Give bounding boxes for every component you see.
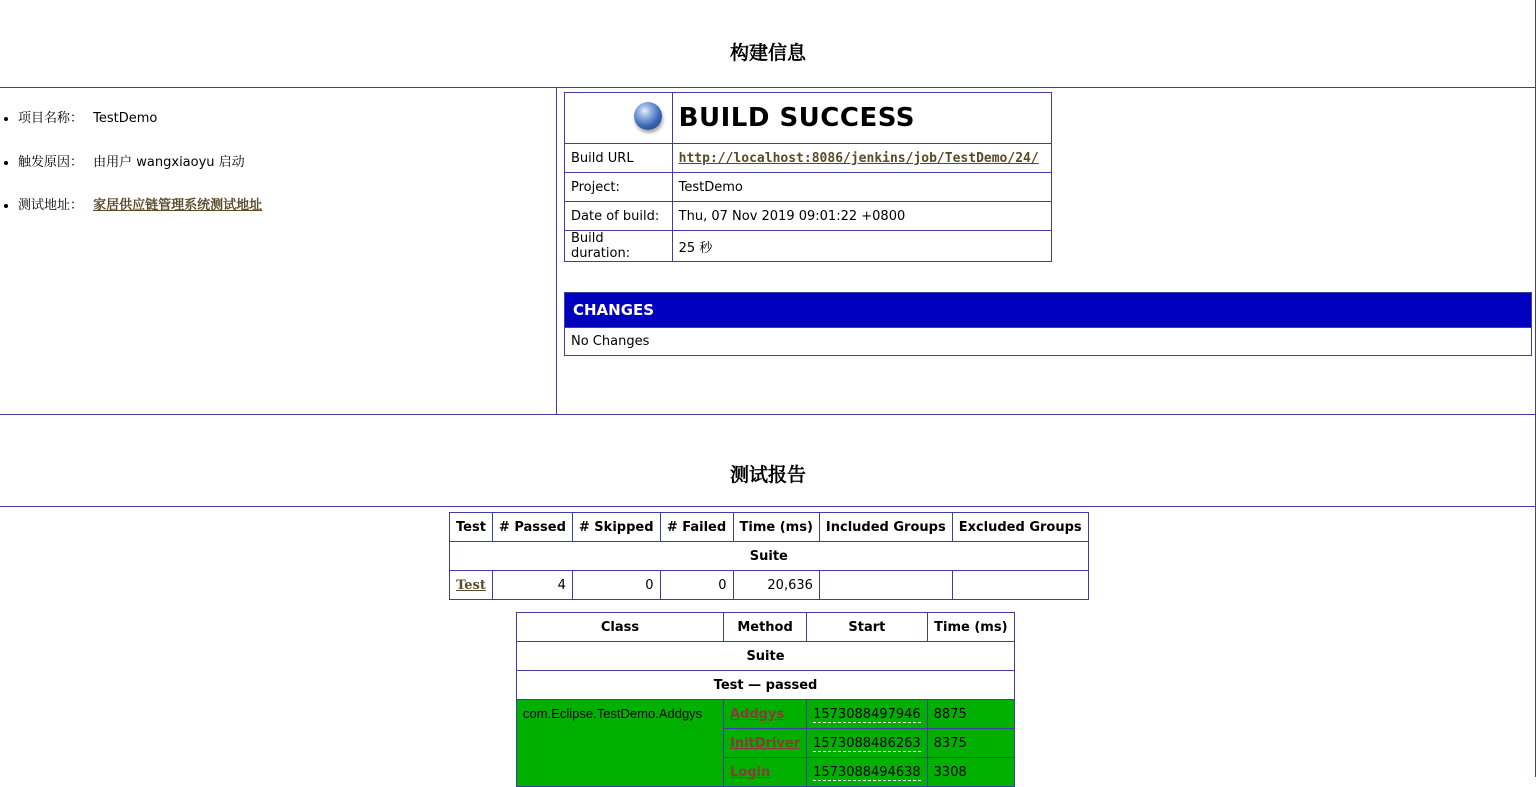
- middle-divider: [0, 414, 1536, 415]
- start-value: 1573088486263: [813, 735, 921, 751]
- col-method: Method: [724, 613, 807, 642]
- class-name-cell: com.Eclipse.TestDemo.Addgys: [517, 700, 724, 787]
- method-test-label: Test — passed: [517, 671, 1015, 700]
- blue-orb-success-icon: [634, 102, 662, 130]
- top-divider: [0, 87, 1536, 88]
- build-status-table: [564, 92, 1052, 262]
- method-detail-table: [516, 612, 1015, 787]
- col-included-groups: Included Groups: [819, 513, 952, 542]
- changes-panel: [564, 292, 1532, 356]
- excluded-groups-value: [952, 571, 1088, 600]
- build-duration-label: Build duration:: [565, 231, 673, 262]
- build-date-label: Date of build:: [565, 202, 673, 231]
- test-summary-header: [450, 513, 1089, 542]
- col-skipped: # Skipped: [572, 513, 660, 542]
- build-url-row: [565, 144, 1052, 173]
- test-report-title: 测试报告: [729, 464, 806, 486]
- project-name-label: 项目名称：: [18, 111, 84, 126]
- build-duration-row: [565, 231, 1052, 262]
- method-link-addgys[interactable]: Addgys: [730, 706, 785, 722]
- trigger-cause-label: 触发原因：: [18, 154, 84, 170]
- status-icon-cell: [565, 93, 673, 144]
- project-row: [565, 173, 1052, 202]
- changes-header: CHANGES: [565, 293, 1531, 327]
- col-time: Time (ms): [733, 513, 819, 542]
- test-name-cell: [450, 571, 493, 600]
- method-suite-row: [517, 642, 1015, 671]
- test-address-label: 测试地址：: [18, 198, 84, 213]
- skipped-count: 0: [572, 571, 660, 600]
- test-address-item: [18, 195, 262, 217]
- test-address-link[interactable]: 家居供应链管理系统测试地址: [93, 198, 263, 213]
- start-cell: [807, 700, 928, 729]
- col-method-time: Time (ms): [927, 613, 1014, 642]
- start-cell: [807, 758, 928, 787]
- failed-count: 0: [660, 571, 733, 600]
- col-passed: # Passed: [492, 513, 572, 542]
- start-value: 1573088497946: [813, 706, 921, 722]
- time-value: 20,636: [733, 571, 819, 600]
- right-edge-line: [1535, 0, 1536, 777]
- build-info-title: 构建信息: [729, 42, 806, 64]
- table-row: [450, 571, 1089, 600]
- project-value: TestDemo: [672, 173, 1051, 202]
- method-time-cell: 8875: [927, 700, 1014, 729]
- passed-count: 4: [492, 571, 572, 600]
- build-date-row: [565, 202, 1052, 231]
- col-class: Class: [517, 613, 724, 642]
- test-link[interactable]: Test: [456, 577, 486, 593]
- build-url-label: Build URL: [565, 144, 673, 173]
- method-cell: [724, 700, 807, 729]
- build-url-link[interactable]: http://localhost:8086/jenkins/job/TestDemo/24/: [678, 150, 1039, 166]
- method-cell: [724, 758, 807, 787]
- col-start: Start: [807, 613, 928, 642]
- build-status-row: [565, 93, 1052, 144]
- status-text-cell: [672, 93, 1051, 144]
- method-cell: [724, 729, 807, 758]
- test-summary-table: [449, 512, 1089, 600]
- table-row: [517, 700, 1015, 729]
- changes-body: No Changes: [565, 327, 1531, 355]
- start-cell: [807, 729, 928, 758]
- suite-row: [450, 542, 1089, 571]
- build-url-cell: [672, 144, 1051, 173]
- method-link-login[interactable]: Login: [730, 764, 771, 780]
- method-test-row: [517, 671, 1015, 700]
- project-name-value: TestDemo: [93, 111, 158, 126]
- included-groups-value: [819, 571, 952, 600]
- report-divider: [0, 506, 1536, 507]
- build-info-list: [0, 108, 262, 239]
- method-time-cell: 3308: [927, 758, 1014, 787]
- trigger-cause-value: 由用户 wangxiaoyu 启动: [93, 154, 245, 170]
- col-excluded-groups: Excluded Groups: [952, 513, 1088, 542]
- suite-label: Suite: [450, 542, 1089, 571]
- project-name-item: [18, 108, 262, 130]
- method-time-cell: 8375: [927, 729, 1014, 758]
- trigger-cause-item: [18, 152, 262, 174]
- build-duration-value: 25 秒: [672, 231, 1051, 262]
- start-value: 1573088494638: [813, 764, 921, 780]
- build-date-value: Thu, 07 Nov 2019 09:01:22 +0800: [672, 202, 1051, 231]
- col-test: Test: [450, 513, 493, 542]
- method-header: [517, 613, 1015, 642]
- method-link-initdriver[interactable]: InitDriver: [730, 735, 801, 751]
- col-failed: # Failed: [660, 513, 733, 542]
- method-suite-label: Suite: [517, 642, 1015, 671]
- project-label: Project:: [565, 173, 673, 202]
- build-status-text: BUILD SUCCESS: [678, 103, 916, 133]
- info-column-divider: [556, 87, 557, 414]
